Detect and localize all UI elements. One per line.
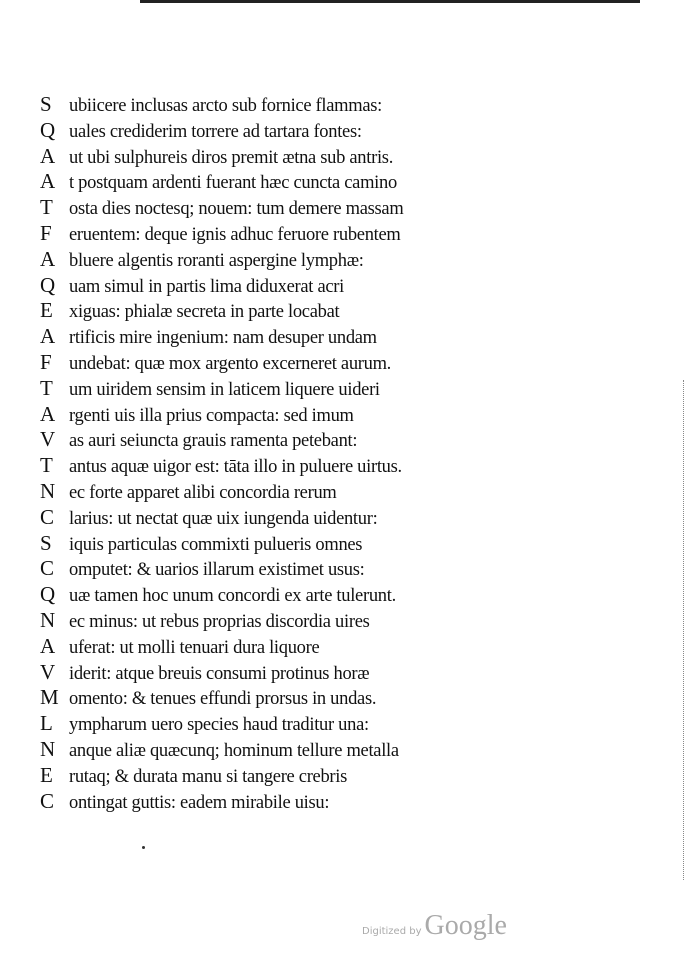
line-text: as auri seiuncta grauis ramenta petebant: bbox=[69, 431, 358, 452]
line-text: ut ubi sulphureis diros premit ætna sub antris. bbox=[69, 147, 394, 168]
verse-line bbox=[40, 324, 660, 350]
verse-line bbox=[40, 453, 660, 479]
line-text: iquis particulas commixti pulueris omnes bbox=[69, 534, 363, 555]
verse-line bbox=[40, 427, 660, 453]
line-initial: N bbox=[40, 607, 56, 632]
line-text: rtificis mire ingenium: nam desuper undam bbox=[69, 328, 377, 349]
verse-line bbox=[40, 608, 660, 634]
line-initial: Q bbox=[40, 582, 56, 607]
verse-line bbox=[40, 247, 660, 273]
line-initial: V bbox=[40, 427, 56, 452]
top-rule bbox=[140, 0, 640, 3]
line-initial: L bbox=[40, 711, 53, 736]
line-text: undebat: quæ mox argento excerneret aurum. bbox=[69, 353, 391, 374]
line-initial: T bbox=[40, 375, 53, 400]
scan-edge bbox=[681, 380, 684, 880]
line-text: omento: & tenues effundi prorsus in undas. bbox=[69, 689, 377, 710]
line-text: iderit: atque breuis consumi protinus horæ bbox=[69, 663, 370, 684]
watermark-brand: Google bbox=[424, 910, 507, 941]
line-initial: E bbox=[40, 762, 53, 787]
line-text: um uiridem sensim in laticem liquere uideri bbox=[69, 379, 380, 400]
line-text: uferat: ut molli tenuari dura liquore bbox=[69, 637, 320, 658]
line-text: anque aliæ quæcunq; hominum tellure metalla bbox=[69, 740, 399, 761]
line-text: ec minus: ut rebus proprias discordia uires bbox=[69, 611, 370, 632]
line-initial: T bbox=[40, 195, 53, 220]
line-text: antus aquæ uigor est: tāta illo in puluere uirtus. bbox=[69, 457, 402, 478]
line-initial: C bbox=[40, 504, 55, 529]
line-initial: F bbox=[40, 220, 52, 245]
verse-line bbox=[40, 273, 660, 299]
line-initial: T bbox=[40, 453, 53, 478]
line-initial: A bbox=[40, 324, 56, 349]
line-text: t postquam ardenti fuerant hæc cuncta camino bbox=[69, 173, 397, 194]
line-initial: V bbox=[40, 659, 56, 684]
line-initial: A bbox=[40, 401, 56, 426]
line-initial: F bbox=[40, 349, 52, 374]
line-initial: M bbox=[40, 685, 59, 710]
line-initial: C bbox=[40, 788, 55, 813]
verse-line bbox=[40, 118, 660, 144]
verse-line bbox=[40, 634, 660, 660]
watermark-prefix: Digitized by bbox=[362, 926, 422, 937]
verse-line bbox=[40, 737, 660, 763]
verse-line bbox=[40, 376, 660, 402]
line-initial: Q bbox=[40, 272, 56, 297]
verse-line bbox=[40, 350, 660, 376]
line-text: ontingat guttis: eadem mirabile uisu: bbox=[69, 792, 330, 813]
line-initial: A bbox=[40, 633, 56, 658]
verse-line bbox=[40, 221, 660, 247]
line-text: uæ tamen hoc unum concordi ex arte tulerunt. bbox=[69, 586, 396, 607]
line-text: ympharum uero species haud traditur una: bbox=[69, 715, 369, 736]
verse-line bbox=[40, 479, 660, 505]
line-initial: S bbox=[40, 92, 52, 116]
line-text: ec forte apparet alibi concordia rerum bbox=[69, 482, 337, 503]
verse-line bbox=[40, 660, 660, 686]
verse-line bbox=[40, 298, 660, 324]
verse-line bbox=[40, 763, 660, 789]
line-text: ubiicere inclusas arcto sub fornice flammas: bbox=[69, 96, 382, 116]
verse-line bbox=[40, 169, 660, 195]
verse-line bbox=[40, 144, 660, 170]
verse-line bbox=[40, 789, 660, 815]
line-text: osta dies noctesq; nouem: tum demere massam bbox=[69, 199, 404, 220]
ink-speck bbox=[142, 846, 145, 849]
verse-line bbox=[40, 505, 660, 531]
line-text: eruentem: deque ignis adhuc feruore rubentem bbox=[69, 224, 401, 245]
verse-line bbox=[40, 92, 660, 118]
verse-line bbox=[40, 556, 660, 582]
line-text: uam simul in partis lima diduxerat acri bbox=[69, 276, 344, 297]
line-initial: N bbox=[40, 736, 56, 761]
verse-line bbox=[40, 402, 660, 428]
line-text: uales crediderim torrere ad tartara fontes: bbox=[69, 121, 362, 142]
line-initial: N bbox=[40, 478, 56, 503]
line-initial: A bbox=[40, 143, 56, 168]
line-text: xiguas: phialæ secreta in parte locabat bbox=[69, 302, 340, 323]
verse-line bbox=[40, 531, 660, 557]
line-text: rutaq; & durata manu si tangere crebris bbox=[69, 766, 348, 787]
verse-line bbox=[40, 582, 660, 608]
line-initial: S bbox=[40, 530, 52, 555]
line-initial: E bbox=[40, 298, 53, 323]
verse-line bbox=[40, 711, 660, 737]
verse-line bbox=[40, 685, 660, 711]
line-text: larius: ut nectat quæ uix iungenda uidentur: bbox=[69, 508, 378, 529]
digitization-watermark bbox=[362, 910, 507, 942]
line-initial: C bbox=[40, 556, 55, 581]
verse-block bbox=[40, 92, 660, 814]
verse-line bbox=[40, 195, 660, 221]
line-text: omputet: & uarios illarum existimet usus: bbox=[69, 560, 365, 581]
line-text: bluere algentis roranti aspergine lymphæ: bbox=[69, 250, 364, 271]
line-initial: A bbox=[40, 246, 56, 271]
line-initial: A bbox=[40, 169, 56, 194]
line-text: rgenti uis illa prius compacta: sed imum bbox=[69, 405, 354, 426]
line-initial: Q bbox=[40, 117, 56, 142]
